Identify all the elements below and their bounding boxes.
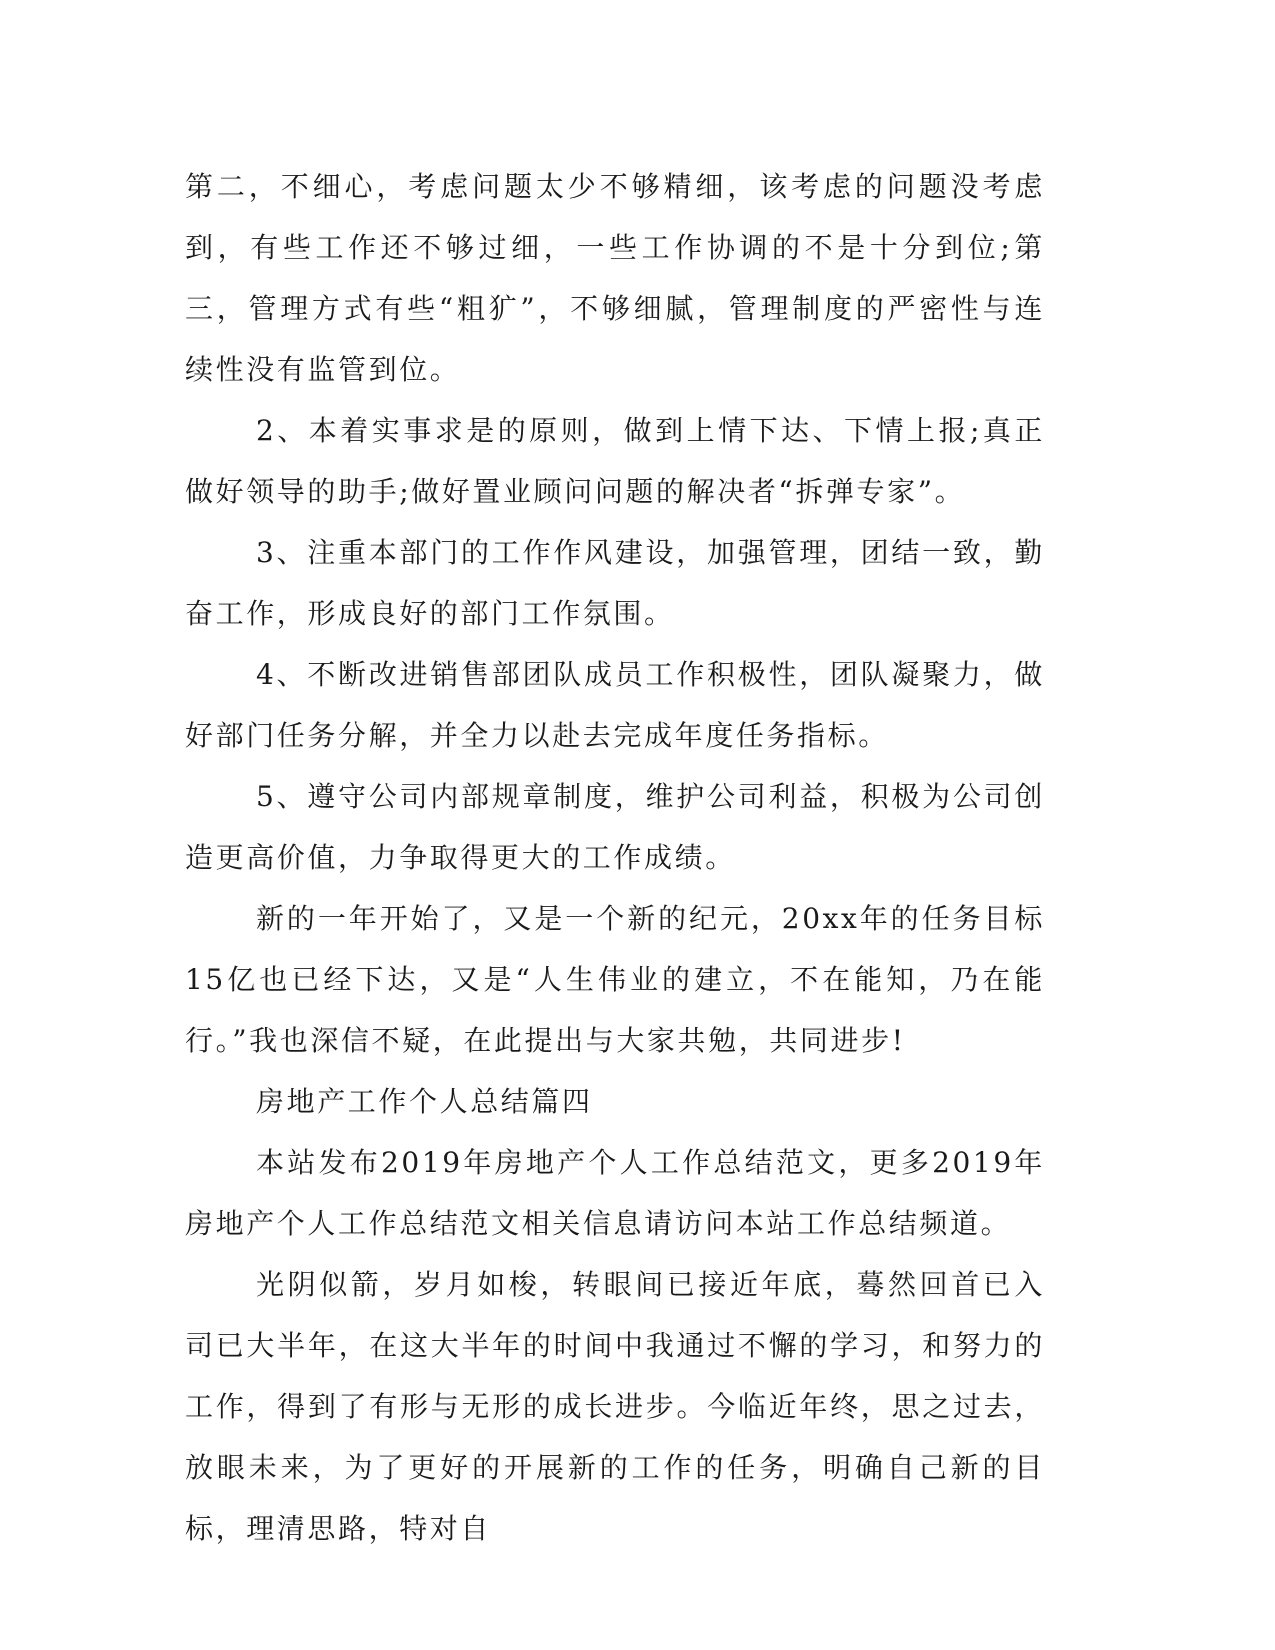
paragraph-7: 本站发布2019年房地产个人工作总结范文，更多2019年房地产个人工作总结范文相关信息请访问本站工作总结频道。 bbox=[185, 1146, 1045, 1240]
paragraph-2: 2、本着实事求是的原则，做到上情下达、下情上报;真正做好领导的助手;做好置业顾问问题的解决者“拆弹专家”。 bbox=[185, 414, 1045, 508]
paragraph-8: 光阴似箭，岁月如梭，转眼间已接近年底，蓦然回首已入司已大半年，在这大半年的时间中我通过不懈的学习，和努力的工作，得到了有形与无形的成长进步。今临近年终，思之过去，放眼未来，为了更好的开展新的工作的任务，明确自己新的目标，理清思路，特对自 bbox=[185, 1268, 1045, 1545]
paragraph-5: 5、遵守公司内部规章制度，维护公司利益，积极为公司创造更高价值，力争取得更大的工作成绩。 bbox=[185, 780, 1045, 874]
section-heading: 房地产工作个人总结篇四 bbox=[256, 1085, 593, 1118]
paragraph-6: 新的一年开始了，又是一个新的纪元，20xx年的任务目标15亿也已经下达，又是“人生伟业的建立，不在能知，乃在能行。”我也深信不疑，在此提出与大家共勉，共同进步! bbox=[185, 902, 1045, 1057]
paragraph-3: 3、注重本部门的工作作风建设，加强管理，团结一致，勤奋工作，形成良好的部门工作氛围。 bbox=[185, 536, 1045, 630]
paragraph-1: 第二，不细心，考虑问题太少不够精细，该考虑的问题没考虑到，有些工作还不够过细，一些工作协调的不是十分到位;第三，管理方式有些“粗犷”，不够细腻，管理制度的严密性与连续性没有监管到位。 bbox=[185, 170, 1045, 386]
document-body bbox=[185, 156, 1045, 1559]
paragraph-4: 4、不断改进销售部团队成员工作积极性，团队凝聚力，做好部门任务分解，并全力以赴去完成年度任务指标。 bbox=[185, 658, 1045, 752]
